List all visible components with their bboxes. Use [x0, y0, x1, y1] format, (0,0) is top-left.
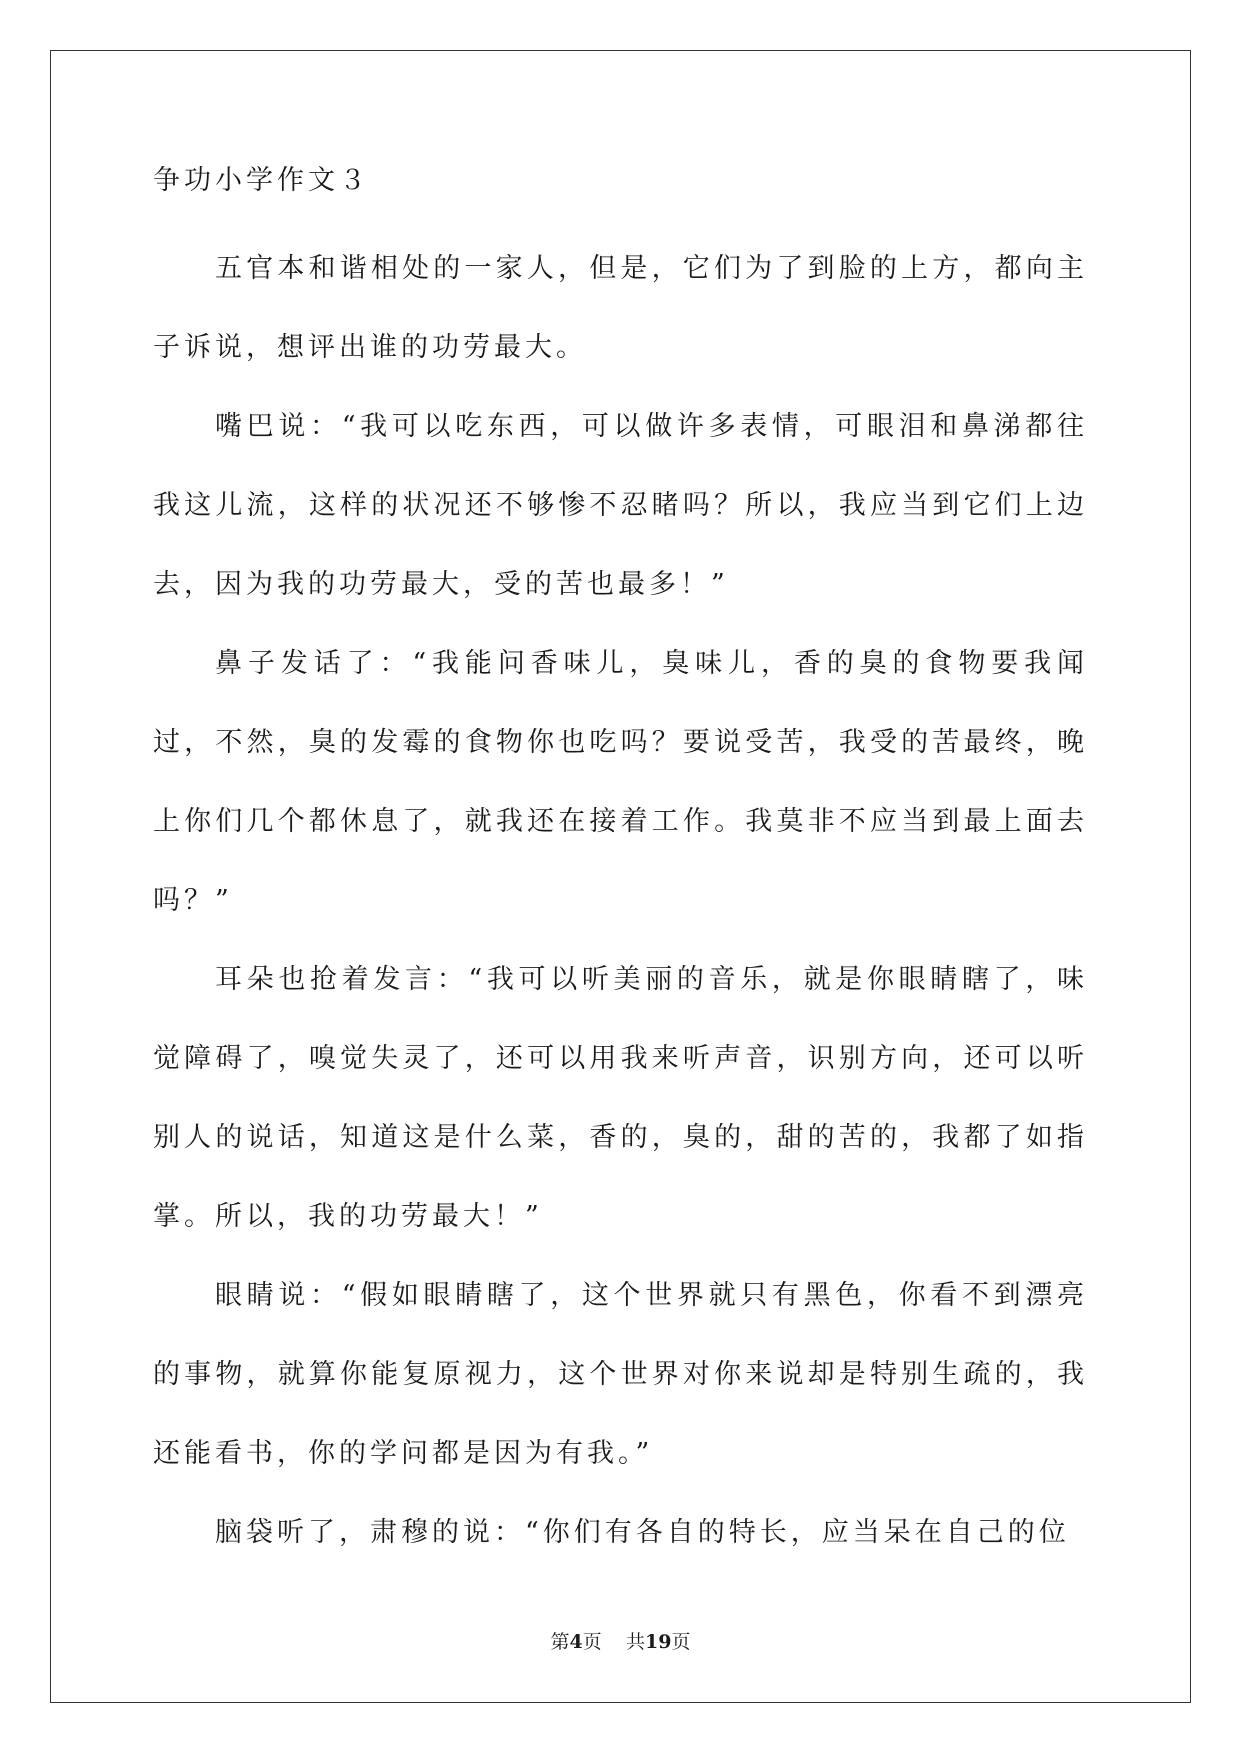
paragraph-3: 鼻子发话了：“我能问香味儿，臭味儿，香的臭的食物要我闻过，不然，臭的发霉的食物你也吃吗？要说受苦，我受的苦最终，晚上你们几个都休息了，就我还在接着工作。我莫非不应当到最上面去吗？” — [153, 648, 1088, 916]
footer-total-pages: 19 — [644, 1631, 672, 1653]
footer-page-number: 4 — [569, 1631, 583, 1653]
footer-page-prefix: 第 — [550, 1631, 570, 1653]
footer-total-prefix: 共 — [625, 1631, 645, 1653]
document-body — [153, 166, 1088, 1572]
paragraph-2: 嘴巴说：“我可以吃东西，可以做许多表情，可眼泪和鼻涕都往我这儿流，这样的状况还不够惨不忍睹吗？所以，我应当到它们上边去，因为我的功劳最大，受的苦也最多！” — [153, 411, 1088, 600]
page-footer — [0, 1627, 1241, 1654]
paragraph-1: 五官本和谐相处的一家人，但是，它们为了到脸的上方，都向主子诉说，想评出谁的功劳最大。 — [153, 253, 1088, 363]
footer-total-suffix: 页 — [671, 1631, 691, 1653]
paragraph-6: 脑袋听了，肃穆的说：“你们有各自的特长，应当呆在自己的位 — [215, 1517, 1070, 1548]
paragraph-5: 眼睛说：“假如眼睛瞎了，这个世界就只有黑色，你看不到漂亮的事物，就算你能复原视力，这个世界对你来说却是特别生疏的，我还能看书，你的学问都是因为有我。” — [153, 1280, 1088, 1469]
document-title: 争功小学作文３ — [153, 165, 370, 196]
paragraph-4: 耳朵也抢着发言：“我可以听美丽的音乐，就是你眼睛瞎了，味觉障碍了，嗅觉失灵了，还可以用我来听声音，识别方向，还可以听别人的说话，知道这是什么菜，香的，臭的，甜的苦的，我都了如指掌。所以，我的功劳最大！” — [153, 964, 1088, 1232]
footer-page-suffix: 页 — [582, 1631, 602, 1653]
